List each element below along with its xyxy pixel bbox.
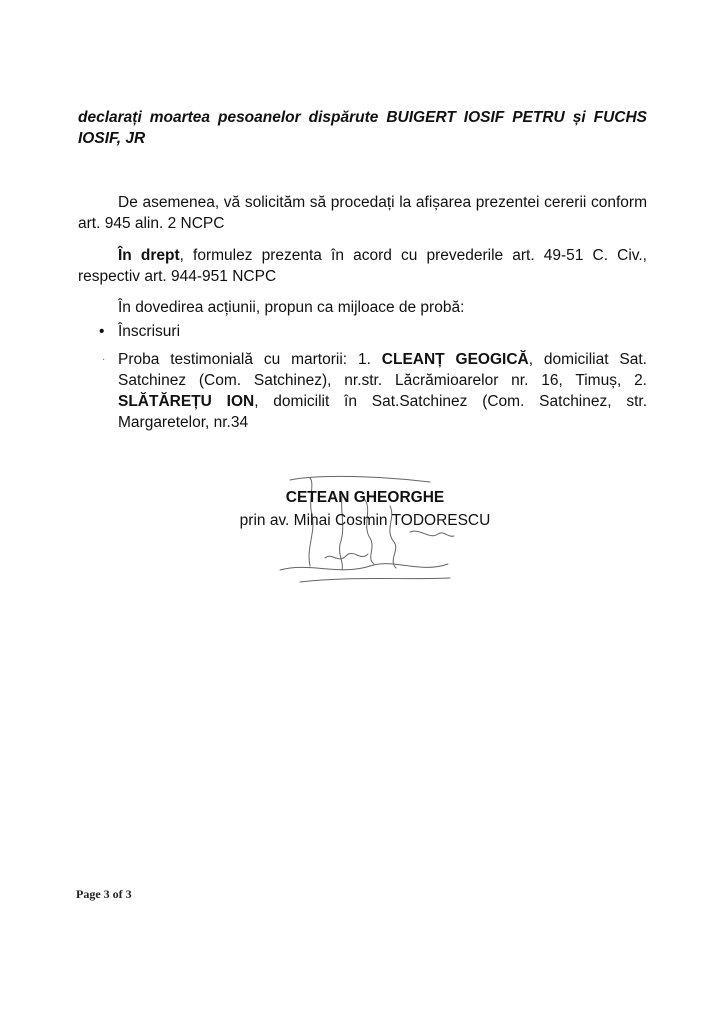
representative-line: prin av. Mihai Cosmin TODORESCU [239,512,491,529]
bullet-icon: • [99,323,105,340]
evidence-list [78,321,647,440]
petitioner-name: CETEAN GHEORGHE [285,489,445,506]
evidence-item-documents: Înscrisuri [118,323,181,340]
signature-block [200,486,530,532]
paragraph-2-bold: În drept [118,247,180,264]
paragraph-3-text: În dovedirea acțiunii, propun ca mijloace de probă: [118,299,465,316]
page-number: Page 3 of 3 [76,887,132,901]
paragraph-display-request [78,192,647,234]
witness-2-name: SLĂTĂREȚU ION [118,393,255,410]
paragraph-1-text: De asemenea, vă solicităm să procedați la afișarea prezentei cererii conform art. 945 alin. 2 NCPC [78,194,647,232]
paragraph-legal-basis [78,245,647,287]
list-item [78,321,647,342]
paragraph-2-text: , formulez prezenta în acord cu prevederile art. 49-51 C. Civ., respectiv art. 944-951 NCPC [78,247,647,285]
evidence-text-2: , domiciliat Sat. Satchinez (Com. Satchinez), nr.str. Lăcrămioarelor nr. 16, Timuș, 2. [118,351,647,389]
bullet-dot-icon: · [102,354,106,365]
continued-heading [78,107,647,149]
list-item [78,349,647,433]
paragraph-evidence-intro [78,297,647,318]
witness-1-name: CLEANȚ GEOGICĂ [381,351,529,368]
heading-names: BUIGERT IOSIF PETRU și FUCHS IOSIF, JR [78,109,647,147]
heading-prefix: declarați moartea pesoanelor dispărute [78,109,387,126]
evidence-text-3: , domicilit în Sat.Satchinez (Com. Satchinez, str. Margaretelor, nr.34 [118,393,648,431]
evidence-text-1: Proba testimonială cu martorii: 1. [118,351,382,368]
